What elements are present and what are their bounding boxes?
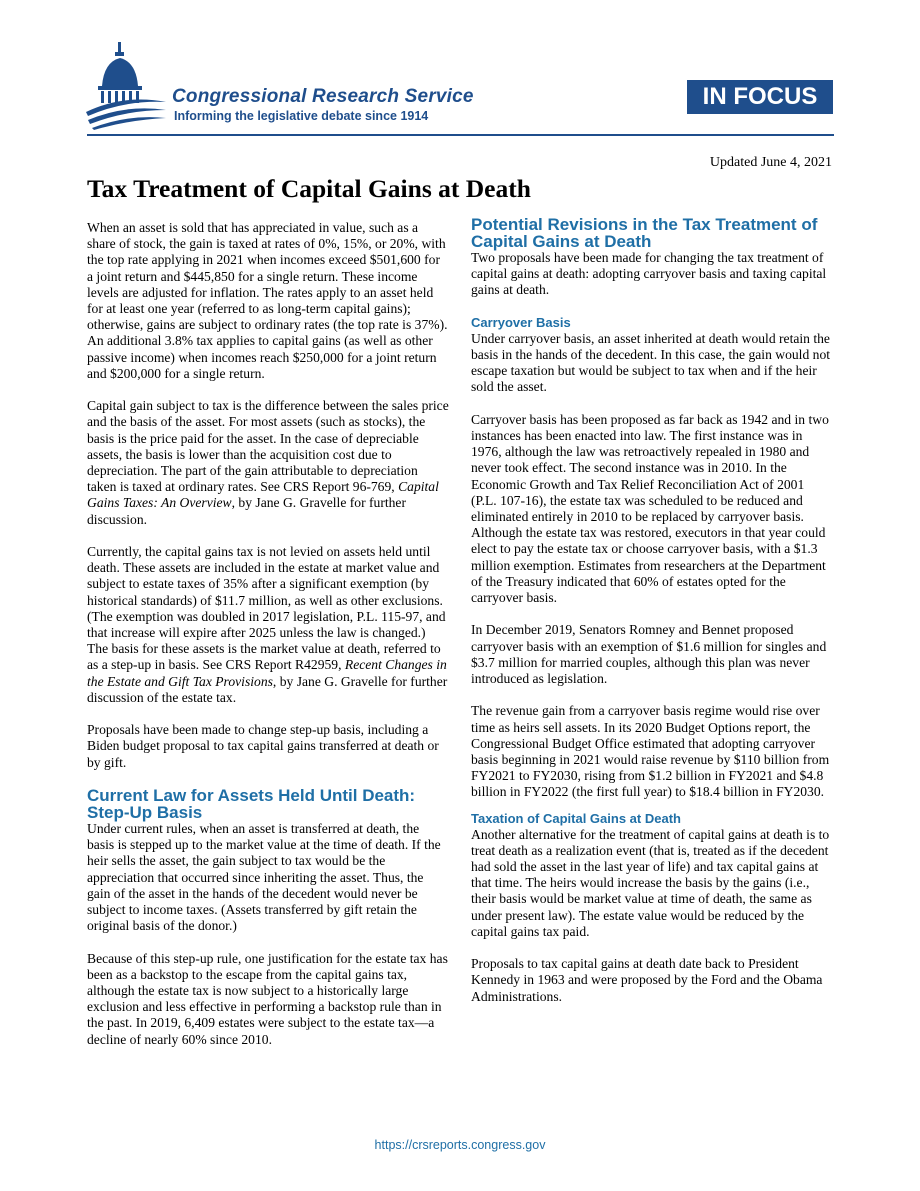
section-heading: Current Law for Assets Held Until Death: Step-Up Basis (87, 786, 416, 823)
paragraph: Under carryover basis, an asset inherited at death would retain the basis in the hands of the decedent. In this case, the gain would not escape taxation but would be subject to tax when and if the heir sold the asset. (471, 330, 831, 395)
report-title-italic: Capital Gains Taxes: An Overview (87, 479, 439, 511)
page-title: Tax Treatment of Capital Gains at Death (87, 174, 531, 203)
paragraph: Under current rules, when an asset is transferred at death, the basis is stepped up to the market value at the time of death. If the heir sells the asset, the gain subject to tax would be the appreciation that occurred since inheriting the asset. Thus, the gain of the asset in the hands of the decedent would never be subject to income taxes. (Assets transferred by gift retain the original basis of the donor.) (87, 821, 441, 934)
text-run: Capital gain subject to tax is the difference between the sales price and the basis of the asset. For most assets (such as stocks), the basis is the price paid for the asset. In the case of depreciable assets, the basis is lower than the acquisition cost due to depreciation. The part of the gain attributable to depreciation taken is taxed at ordinary rates. See CRS Report 96-769, (87, 398, 449, 495)
footer-url-link[interactable]: https://crsreports.congress.gov (374, 1138, 546, 1152)
text-run: , by Jane G. Gravelle for further discussion of the estate tax. (87, 673, 448, 705)
subsection-heading: Taxation of Capital Gains at Death (471, 810, 681, 826)
paragraph: Carryover basis has been proposed as far back as 1942 and in two instances has been enacted into law. The first instance was in 1976, although the law was retroactively repealed in 1980 and never took effect. The second instance was in 2010. In the Economic Growth and Tax Relief Reconciliation Act of 2001 (P.L. 107-16), the estate tax was scheduled to be reduced and eliminated entirely in 2010 to be replaced by carryover basis. Although the estate tax was restored, executors in that year could elect to pay the estate tax or choose carryover basis, with a $1.3 million exemption. Estimates from researchers at the Department of the Treasury indicated that 60% of estates opted for the carryover basis. (471, 411, 829, 606)
paragraph: When an asset is sold that has appreciated in value, such as a share of stock, the gain is taxed at rates of 0%, 15%, or 20%, with the top rate applying in 2021 when incomes exceed $501,600 for a joint return and $445,850 for a single return. These income levels are adjusted for inflation. The rates apply to an asset held for at least one year (referred to as long-term capital gains); otherwise, gains are subject to ordinary rates (the top rate is 37%). An additional 3.8% tax applies to capital gains (as well as other passive income) when incomes reach $250,000 for a joint return and $200,000 for a single return. (87, 220, 448, 381)
paragraph (87, 544, 449, 706)
paragraph: Proposals have been made to change step-up basis, including a Biden budget proposal to tax capital gains transferred at death or by gift. (87, 722, 439, 770)
subsection-heading: Carryover Basis (471, 314, 571, 330)
capitol-dome-logo-icon (84, 40, 168, 130)
report-title-italic: Recent Changes in the Estate and Gift Tax Provisions (87, 657, 447, 689)
text-run: , by Jane G. Gravelle for further discussion. (87, 495, 406, 527)
left-column (87, 220, 449, 1064)
in-focus-badge: IN FOCUS (687, 80, 833, 114)
report-header (0, 0, 920, 140)
section-heading: Potential Revisions in the Tax Treatment of Capital Gains at Death (471, 215, 818, 251)
paragraph (87, 398, 449, 528)
org-tagline: Informing the legislative debate since 1914 (174, 109, 429, 123)
text-run: Currently, the capital gains tax is not levied on assets held until death. These assets are included in the estate at market value and subject to estate taxes of 35% after a significant exemption (by historical standards) of $11.7 million, as well as other exclusions. (The exemption was doubled in 2017 legislation, P.L. 115-97, and that increase will expire after 2025 unless the law is changed.) The basis for these assets is the market value at death, referred to as a step-up in basis. See CRS Report R42959, (87, 544, 446, 673)
paragraph: Another alternative for the treatment of capital gains at death is to treat death as a realization event (that is, treated as if the decedent had sold the asset in the last year of life) and tax capital gains at that time. The heirs would increase the basis by the gains (i.e., their basis would be market value at time of death, the same as under present law). The estate value would be reduced by the capital gains tax paid. (471, 826, 830, 939)
paragraph: In December 2019, Senators Romney and Bennet proposed carryover basis with an exemption of $1.6 million for singles and $3.7 million for married couples, although this plan was never introduced as legislation. (471, 622, 827, 687)
org-name: Congressional Research Service (172, 86, 474, 107)
paragraph: Two proposals have been made for changing the tax treatment of capital gains at death: adopting carryover basis and taxing capital gains at death. (471, 250, 827, 298)
right-column (471, 215, 833, 1021)
paragraph: Proposals to tax capital gains at death date back to President Kennedy in 1963 and were proposed by the Ford and the Obama Administrations. (471, 956, 823, 1004)
updated-date: Updated June 4, 2021 (709, 155, 832, 170)
header-divider (87, 134, 834, 136)
paragraph: Because of this step-up rule, one justification for the estate tax has been as a backstop to the escape from the capital gains tax, although the estate tax is now subject to a historically large exclusion and less effective in performing a backstop rule than in the past. In 2019, 6,409 estates were subject to the estate tax—a decline of nearly 60% since 2010. (87, 950, 448, 1047)
paragraph: The revenue gain from a carryover basis regime would rise over time as heirs sell assets. In its 2020 Budget Options report, the Congressional Budget Office estimated that adopting carryover basis beginning in 2021 would raise revenue by $110 billion from FY2021 to FY2030, rising from $1.2 billion in FY2021 and $4.8 billion in FY2022 (the first full year) to $18.4 billion in FY2030. (471, 703, 830, 800)
